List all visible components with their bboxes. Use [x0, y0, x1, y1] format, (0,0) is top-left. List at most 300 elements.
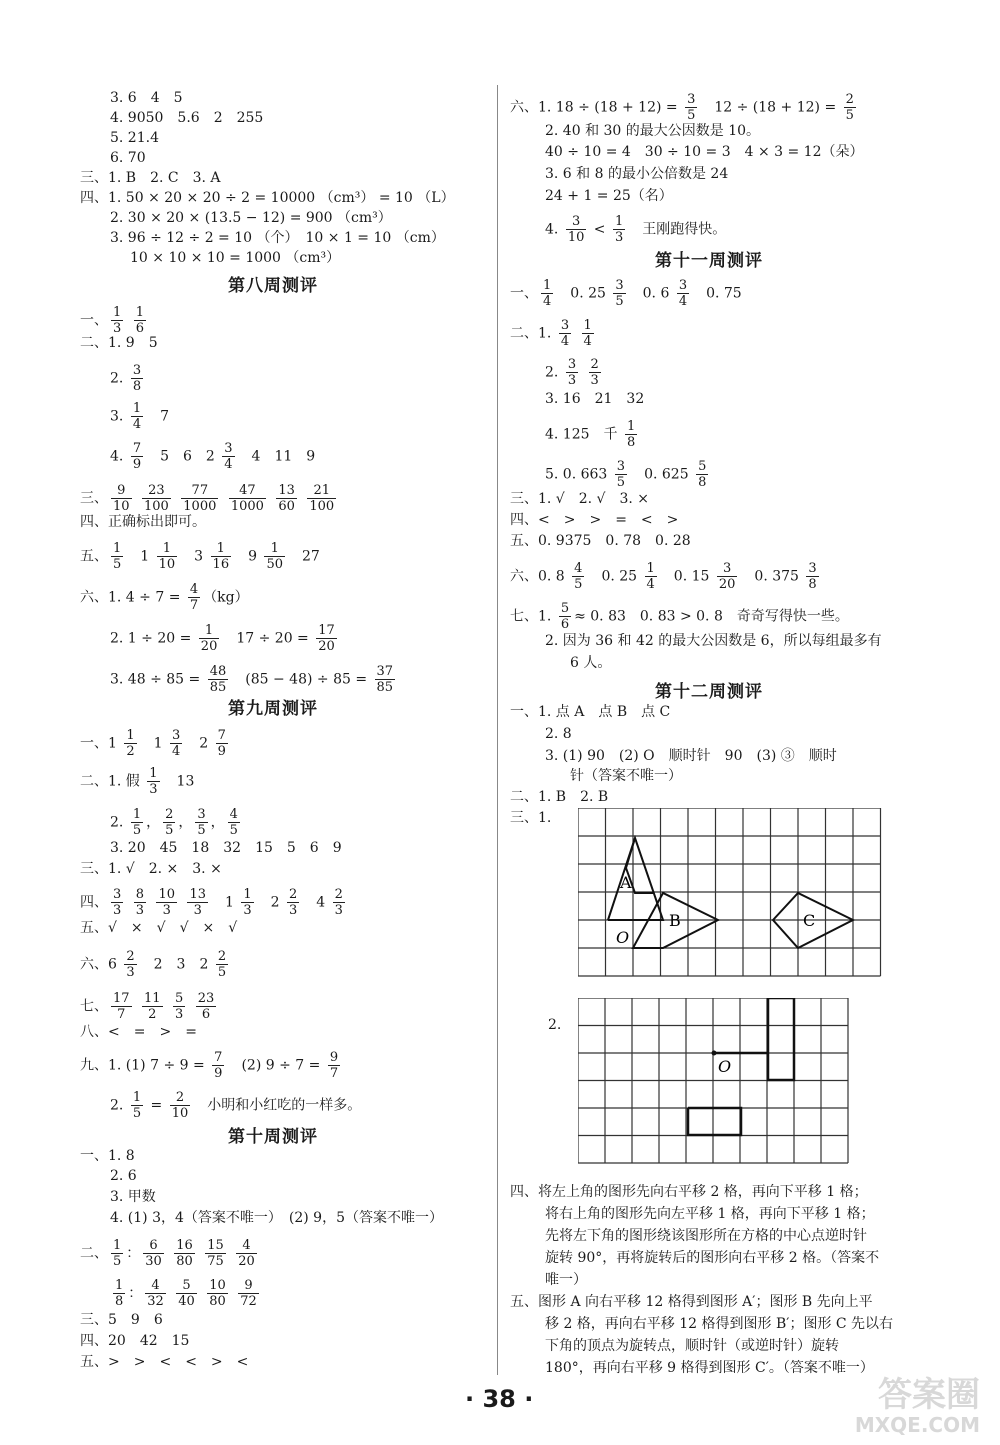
- denominator: 2: [148, 1007, 157, 1022]
- denominator: 5: [845, 108, 854, 123]
- answer-text: 3. 6 4 5: [110, 90, 183, 106]
- answer-text: 五、图形 A 向右平移 12 格得到图形 A′；图形 B 先向上平: [510, 1294, 873, 1310]
- numerator: 3: [172, 728, 181, 743]
- denominator: 20: [238, 1254, 255, 1269]
- answer-text: [169, 1286, 173, 1302]
- answer-line: [80, 541, 320, 572]
- fraction: [142, 483, 171, 514]
- answer-text: 四、< > > = < >: [510, 512, 679, 528]
- answer-text: 2. 因为 36 和 42 的最大公因数是 6，所以每组最多有: [545, 633, 882, 649]
- fraction: [685, 92, 697, 123]
- fraction: [238, 1278, 259, 1309]
- answer-line: [545, 186, 673, 206]
- numerator: 3: [808, 561, 817, 576]
- answer-line: [545, 419, 640, 450]
- numerator: 5: [176, 1278, 197, 1294]
- answer-line: [80, 1238, 260, 1269]
- numerator: 1: [626, 419, 636, 434]
- denominator: 5: [113, 1254, 122, 1269]
- answer-line: [80, 512, 206, 532]
- answer-text: 1: [126, 548, 154, 565]
- fraction: [806, 561, 818, 592]
- label-o2: O: [718, 1057, 732, 1076]
- numerator: 1: [113, 1238, 122, 1253]
- answer-line: [110, 148, 146, 168]
- answer-text: 四、1. 50 × 20 × 20 ÷ 2 = 10000 （cm³） = 10 （L）: [80, 190, 455, 206]
- fraction: [566, 357, 578, 388]
- fraction: [212, 1050, 224, 1081]
- answer-text: 2.: [548, 1017, 562, 1033]
- answer-text: 七、: [80, 998, 108, 1015]
- shapes-1: [608, 838, 853, 948]
- answer-line: [570, 653, 611, 673]
- denominator: 60: [278, 499, 295, 514]
- answer-line: [545, 1270, 587, 1290]
- answer-line: [545, 142, 864, 162]
- denominator: 4: [172, 744, 181, 759]
- answer-text: 针（答案不唯一）: [570, 768, 682, 784]
- answer-line: [80, 766, 195, 797]
- grid-figure-2: [578, 998, 855, 1168]
- watermark-url: MXQE.COM: [854, 1413, 980, 1437]
- answer-line: [110, 1090, 362, 1121]
- answer-text: 一、1: [80, 735, 122, 752]
- answer-text: ，: [178, 814, 193, 831]
- numerator: 8: [135, 887, 145, 902]
- answer-text: 40 ÷ 10 = 4 30 ÷ 10 = 3 4 × 3 = 12（朵）: [545, 144, 864, 160]
- denominator: 4: [560, 334, 570, 349]
- answer-text: 旋转 90°，再将旋转后的图形向右平移 2 格。（答案不: [545, 1250, 880, 1266]
- fraction: [677, 278, 689, 309]
- grid-lines-1: [578, 808, 881, 976]
- fraction: [134, 887, 146, 918]
- numerator: 1: [135, 305, 145, 320]
- denominator: 10: [113, 499, 130, 514]
- denominator: 1000: [230, 499, 264, 514]
- numerator: 48: [209, 664, 227, 679]
- answer-text: 0. 375: [740, 568, 804, 585]
- answer-text: 五、> > < < > <: [80, 1354, 249, 1370]
- numerator: 3: [132, 363, 142, 378]
- point-o: [712, 1051, 717, 1056]
- numerator: 10: [209, 1278, 226, 1293]
- answer-text: 下角的顶点为旋转点，顺时针（或逆时针）旋转: [545, 1338, 839, 1354]
- answer-line: [80, 1146, 135, 1166]
- numerator: 1: [646, 561, 655, 576]
- denominator: 4: [132, 417, 142, 432]
- answer-text: 0. 15: [659, 568, 714, 585]
- denominator: 20: [318, 639, 335, 654]
- numerator: 1: [132, 1090, 142, 1105]
- fraction: [589, 357, 601, 388]
- denominator: 5: [616, 475, 626, 490]
- answer-line: [80, 887, 348, 918]
- fraction: [316, 623, 337, 654]
- answer-text: 三、: [80, 490, 108, 507]
- label-b: B: [669, 911, 681, 930]
- numerator: 77: [181, 483, 218, 499]
- answer-text: 10 × 10 × 10 = 1000 （cm³）: [130, 250, 341, 266]
- answer-text: 2. 40 和 30 的最大公因数是 10。: [545, 123, 761, 139]
- watermark: [855, 1377, 980, 1437]
- denominator: 3: [289, 903, 298, 918]
- numerator: 4: [229, 807, 238, 822]
- fraction: [229, 483, 266, 514]
- fraction: [196, 991, 217, 1022]
- denominator: 5: [229, 823, 238, 838]
- answer-line: [110, 401, 170, 432]
- fraction: [170, 1090, 191, 1121]
- fraction: [113, 1278, 125, 1309]
- answer-text: [126, 895, 130, 911]
- denominator: 6: [135, 321, 145, 336]
- denominator: 9: [214, 1066, 223, 1081]
- fraction: [276, 483, 297, 514]
- answer-text: 五、: [80, 548, 108, 565]
- denominator: 4: [224, 457, 233, 472]
- answer-text: 三、1. B 2. C 3. A: [80, 170, 221, 186]
- numerator: 3: [616, 459, 626, 474]
- answer-text: 一、: [80, 312, 108, 329]
- label-o: O: [616, 928, 630, 947]
- answer-text: 4.: [110, 448, 128, 465]
- numerator: 2: [217, 949, 227, 964]
- fraction: [134, 305, 146, 336]
- answer-text: 一、1. 点 A 点 B 点 C: [510, 704, 671, 720]
- denominator: 8: [132, 379, 142, 394]
- numerator: 4: [236, 1238, 257, 1254]
- denominator: 1000: [183, 499, 217, 514]
- answer-line: [545, 459, 711, 490]
- numerator: 7: [214, 1050, 223, 1065]
- answer-text: 二、1. B 2. B: [510, 789, 609, 805]
- fraction: [205, 1238, 226, 1269]
- denominator: 3: [149, 782, 158, 797]
- fraction: [613, 278, 625, 309]
- denominator: 7: [189, 598, 199, 613]
- fraction: [143, 1238, 164, 1269]
- answer-line: [510, 318, 597, 349]
- numerator: 23: [142, 483, 171, 499]
- answer-line: [545, 1336, 839, 1356]
- denominator: 9: [217, 744, 226, 759]
- section-title: 第九周测评: [228, 699, 318, 719]
- fraction: [228, 807, 240, 838]
- answer-line: [80, 188, 455, 208]
- answer-text: 13: [162, 773, 195, 790]
- denominator: 30: [145, 1254, 162, 1269]
- denominator: 8: [626, 435, 636, 450]
- answer-text: 二、1. 9 5: [80, 335, 158, 351]
- answer-line: [130, 248, 340, 268]
- numerator: 3: [615, 278, 624, 293]
- fraction: [145, 1278, 166, 1309]
- answer-line: [510, 601, 849, 632]
- answer-line: [80, 1331, 189, 1351]
- answer-text: =: [146, 1097, 167, 1114]
- answer-text: [581, 365, 585, 381]
- answer-line: [110, 807, 243, 838]
- answer-text: 二、1.: [510, 325, 556, 342]
- fraction: [199, 623, 220, 654]
- fraction: [176, 1278, 197, 1309]
- fraction: [124, 949, 136, 980]
- answer-text: 1: [211, 894, 239, 911]
- answer-text: 三、5 9 6: [80, 1312, 163, 1328]
- answer-line: [510, 489, 649, 509]
- numerator: 1: [615, 214, 624, 229]
- denominator: 5: [165, 823, 174, 838]
- denominator: 3: [135, 903, 145, 918]
- answer-text: ，: [210, 814, 225, 831]
- answer-text: [198, 1246, 202, 1262]
- denominator: 8: [698, 475, 707, 490]
- numerator: 3: [560, 318, 570, 333]
- answer-line: [110, 208, 392, 228]
- grid-figure-1: [578, 808, 883, 980]
- denominator: 20: [718, 577, 736, 592]
- answer-line: [570, 766, 682, 786]
- answer-line: [110, 838, 342, 858]
- denominator: 6: [560, 617, 570, 632]
- answer-line: [80, 333, 158, 353]
- numerator: 1: [113, 305, 122, 320]
- answer-text: 将右上角的图形先向左平移 1 格，再向下平移 1 格；: [545, 1206, 875, 1222]
- denominator: 40: [178, 1294, 195, 1309]
- answer-line: [110, 1278, 262, 1309]
- fraction: [696, 459, 708, 490]
- fraction: [131, 441, 143, 472]
- numerator: 11: [144, 991, 161, 1006]
- fraction: [287, 887, 299, 918]
- answer-line: [80, 728, 231, 759]
- answer-line: [80, 918, 237, 938]
- answer-text: [221, 491, 225, 507]
- answer-line: [110, 441, 316, 472]
- label-a: A: [620, 873, 632, 892]
- fraction: [124, 728, 136, 759]
- fraction: [375, 664, 396, 695]
- answer-line: [510, 702, 670, 722]
- answer-text: 四、正确标出即可。: [80, 514, 206, 530]
- denominator: 4: [646, 577, 655, 592]
- denominator: 10: [567, 230, 585, 245]
- numerator: 3: [567, 357, 577, 372]
- fraction: [844, 92, 856, 123]
- answer-text: 3. 16 21 32: [545, 391, 645, 407]
- fraction: [572, 561, 584, 592]
- fraction: [241, 887, 253, 918]
- answer-text: 小明和小红吃的一样多。: [193, 1097, 362, 1114]
- denominator: 2: [126, 744, 135, 759]
- answer-text: 5 6 2: [146, 448, 220, 465]
- answer-text: 二、: [80, 1245, 108, 1262]
- answer-text: 0. 25: [587, 568, 642, 585]
- answer-text: [231, 1286, 235, 1302]
- denominator: 10: [158, 557, 176, 572]
- fraction: [111, 483, 132, 514]
- answer-text: [135, 999, 139, 1015]
- answer-line: [110, 623, 340, 654]
- section-title: 第八周测评: [228, 276, 318, 296]
- answer-line: [80, 991, 219, 1022]
- denominator: 20: [200, 639, 218, 654]
- answer-text: 9: [234, 548, 262, 565]
- numerator: 1: [157, 541, 178, 557]
- numerator: 1: [543, 278, 552, 293]
- answer-text: 3.: [110, 408, 128, 425]
- answer-text: 2. 30 × 20 × (13.5 − 12) = 900 （cm³）: [110, 210, 392, 226]
- answer-line: [545, 1248, 879, 1268]
- answer-line: [110, 88, 183, 108]
- fraction: [264, 541, 285, 572]
- shape-lower: [688, 1108, 741, 1135]
- answer-line: [80, 1050, 343, 1081]
- fraction: [216, 949, 228, 980]
- numerator: 17: [113, 991, 130, 1006]
- fraction: [131, 807, 143, 838]
- fraction: [559, 318, 571, 349]
- numerator: 37: [376, 664, 394, 679]
- denominator: 72: [240, 1294, 257, 1309]
- denominator: 3: [113, 903, 122, 918]
- numerator: 10: [158, 887, 176, 902]
- answer-text: 0. 25: [556, 285, 611, 302]
- answer-text: 2: [185, 735, 213, 752]
- answer-text: [300, 491, 304, 507]
- numerator: 6: [143, 1238, 164, 1254]
- denominator: 100: [309, 499, 335, 514]
- numerator: 3: [566, 214, 587, 230]
- answer-line: [110, 1166, 137, 1186]
- fraction: [208, 664, 229, 695]
- page-number: · 38 ·: [465, 1385, 534, 1413]
- fraction: [615, 459, 627, 490]
- answer-text: 1: [139, 735, 167, 752]
- answer-text: [269, 491, 273, 507]
- answer-text: 一、: [510, 285, 538, 302]
- answer-text: 4 11 9: [237, 448, 316, 465]
- answer-line: [110, 363, 146, 394]
- answer-text: 六、6: [80, 956, 122, 973]
- numerator: 15: [207, 1238, 224, 1253]
- numerator: 1: [126, 728, 135, 743]
- answer-line: [545, 357, 604, 388]
- answer-line: [110, 228, 445, 248]
- answer-text: 4. 9050 5.6 2 255: [110, 110, 264, 126]
- answer-text: 王刚跑得快。: [628, 221, 727, 238]
- answer-line: [510, 1182, 868, 1202]
- numerator: 1: [132, 401, 142, 416]
- answer-text: [166, 999, 170, 1015]
- answer-text: 六、1. 4 ÷ 7 =: [80, 589, 185, 606]
- answer-line: [545, 1204, 875, 1224]
- answer-text: 五、√ × √ √ × √: [80, 920, 238, 936]
- answer-text: ：: [128, 1285, 143, 1302]
- answer-text: 2 3 2: [139, 956, 213, 973]
- denominator: 5: [615, 294, 624, 309]
- numerator: 5: [698, 459, 707, 474]
- answer-text: 17 ÷ 20 =: [222, 630, 314, 647]
- fraction: [333, 887, 345, 918]
- answer-text: 27: [288, 548, 320, 565]
- denominator: 5: [687, 108, 696, 123]
- fraction: [173, 991, 185, 1022]
- answer-line: [110, 108, 263, 128]
- numerator: 21: [307, 483, 336, 499]
- numerator: 23: [197, 991, 215, 1006]
- answer-text: 4. (1) 3，4（答案不唯一） (2) 9，5（答案不唯一）: [110, 1210, 443, 1226]
- denominator: 3: [175, 1007, 184, 1022]
- answer-text: 移 2 格，再向右平移 12 格得到图形 B′；图形 C 先以右: [545, 1316, 894, 1332]
- section-title: 第十周测评: [228, 1127, 318, 1147]
- answer-text: 2.: [110, 370, 128, 387]
- denominator: 75: [207, 1254, 224, 1269]
- denominator: 5: [113, 557, 122, 572]
- answer-line: [80, 483, 339, 514]
- denominator: 85: [376, 680, 394, 695]
- numerator: 9: [111, 483, 132, 499]
- numerator: 1: [211, 541, 232, 557]
- answer-line: [545, 121, 760, 141]
- fraction: [582, 318, 594, 349]
- answer-text: 2.: [110, 814, 128, 831]
- numerator: 2: [170, 1090, 191, 1106]
- fraction: [211, 541, 232, 572]
- answer-line: [110, 1208, 443, 1228]
- fraction: [147, 766, 159, 797]
- fraction: [170, 728, 182, 759]
- denominator: 3: [567, 373, 577, 388]
- numerator: 1: [132, 807, 142, 822]
- numerator: 13: [189, 887, 207, 902]
- fraction: [645, 561, 657, 592]
- fraction: [111, 991, 132, 1022]
- answer-text: 五、0. 9375 0. 78 0. 28: [510, 533, 691, 549]
- denominator: 7: [117, 1007, 126, 1022]
- numerator: 7: [217, 728, 226, 743]
- fraction: [111, 541, 123, 572]
- answer-text: 2.: [110, 1097, 128, 1114]
- numerator: 47: [229, 483, 266, 499]
- fraction: [131, 363, 143, 394]
- answer-text: ：: [126, 1245, 141, 1262]
- numerator: 1: [115, 1278, 124, 1293]
- answer-text: （kg）: [203, 589, 249, 606]
- fraction: [157, 541, 178, 572]
- answer-text: 三、1. √ 2. √ 3. ×: [510, 491, 649, 507]
- answer-text: 12 ÷ (18 + 12) =: [700, 99, 841, 116]
- numerator: 3: [197, 807, 206, 822]
- denominator: 4: [678, 294, 688, 309]
- section-title: 第十二周测评: [655, 682, 763, 702]
- answer-text: 八、< = > =: [80, 1024, 197, 1040]
- numerator: 16: [176, 1238, 193, 1253]
- answer-text: 0. 6: [628, 285, 674, 302]
- numerator: 3: [717, 561, 738, 577]
- fraction: [717, 561, 738, 592]
- shapes-2: [688, 998, 794, 1135]
- answer-text: 5. 21.4: [110, 130, 159, 146]
- numerator: 1: [149, 766, 158, 781]
- answer-line: [545, 631, 882, 651]
- denominator: 80: [209, 1294, 226, 1309]
- answer-text: [574, 326, 578, 342]
- answer-line: [545, 1314, 893, 1334]
- numerator: 1: [264, 541, 285, 557]
- answer-text: 5. 0. 663: [545, 466, 612, 483]
- answer-text: 3. 20 45 18 32 15 5 6 9: [110, 840, 342, 856]
